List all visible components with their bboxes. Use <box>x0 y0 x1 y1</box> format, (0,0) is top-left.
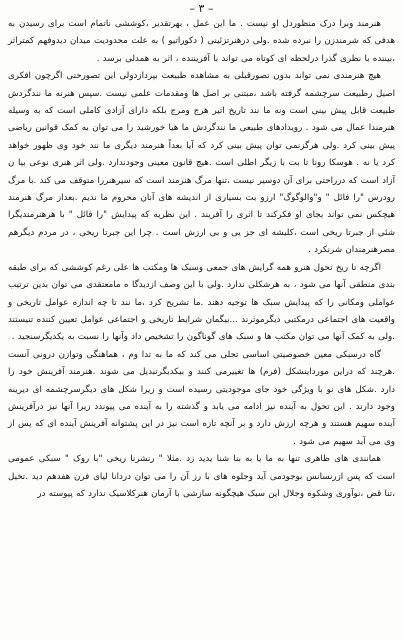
paragraph-4: گاه درسبکی معین خصوصیتی اساسی تجلی می کند که ما به تدا وم ، هماهنگی وتوازن درونی آنست .هرچند که دراین مورداینشکل (فرم) ها تغییرمی کنند و بیکدیگرتبدیل می شوند .هنرمند آفرینش خود را دارد .شکل های نو با ویژگی خود جای موجودیتی رسیده است و زیرا شکل های دیگرسرچشمه ای دیرینه وجود دارند . این تحول به آینده نیز ادامه می یابد و گذشته را به آینده می پیوندد زیرا آنها نیز درآفرینش آینده سهیم هستند و هرچه ارزش دارد و بر آنچه تازه است نیز در این پشتوانه آفرینش آینده ای که پس از وی می آید سهیم می شود . <box>8 349 395 447</box>
page-number: – ۳ – <box>189 2 214 15</box>
paragraph-5: همانندی های ظاهری تنها به ما یا به بنا شنا یدید زد .مثلا " رنشرنا ریخی "با روک " سبکی عمومی است که پس ازرنسانس بوجودمی آید وجلوه های با رز آن را می توان دردانا لیای فرن هفدهم دید .تخیل ،تنا قض ،نوآوری وشکوه وجلال این سبک هیچگونه سازشی با آرمان هنرکلاسیک ندارد که پیوسته در <box>8 454 395 499</box>
body-text <box>8 16 395 503</box>
paragraph-3: اگرچه تا ریخ تحول هنرو همه گرایش های جمعی وسبک ها ومکتب ها علی رغم کوششی که برای طبقه بندی منطقی آنها می شود ، به هرشکلی ندارد .ولی با این وصف ازدیدگا ه مامعتقدی می توان بدین ترتیب عواملی ومکانی را که پیدایش سبک ها توجیه دهند .ما تشریح کرد ،ما نند تا چه اندازه عوامل تاریخی و واقعیت های اجتماعی درمکتبی دیگرموثرند ...بیگمان شرایط تاریخی و اجتماعی عوامل تعیین کننده تنیستند .ولی به کمک آنها می توان مکتب ها و سبک های گوناگون را تشخیص داد وآنها را نسبت به یکدیگرسنجید . <box>8 262 395 343</box>
paragraph-1: هنرمند وبرا درک منظوردل او نیست . ما این عمل ، بهرتقدیر ،کوششی ناتمام است برای رسیدن به هدفی که شرمندزن را نبرده شده .ولی درهنرتزئینی ( دکوراتیو ) به علت محدودیت میدان دیدوفهم کمتراثر ،بیننده با نظری گذرا درلحظه ای کوتاه می تواند با آفریننده ، اثر به همدلی برسد . <box>8 19 395 64</box>
paragraph-2: هیچ هنرمندی نمی تواند بدون تصورقبلی به مشاهده طبیعت بپردازدولی این تصورحتی اگرچون افکری اصیل رطبیعت سرچشمه گرفته باشد ،مبتنی بر اصل ها ومقدمات علمی نیست .سپس هنرنه ما نندگردش طبیعت قابل پیش بینی است ونه ما نند تاریخ اثیر هرج ومرج بلکه دارای آزادی کاملی است که به وسیله هنرمندا عمال می شود . رویدادهای طبیعی ما نندگردش ما هیا خورشید را می توان به کمک قوانین ریاضی پیش بینی کرد .ولی هرگزنمی توان پیش بینی کرد که آیا بعداً هنرمند دیگری ما نند خود وی ظهور خواهد کرد یا نه . هوسکا رونا تا بت با زیگر اطلی است .هیچ قانون معینی وجودندارد .ولی اثر هنری نوعی بیا ن آزاد است که درراحتی برای آن دوسیر نیست ،تنها مرگ هنرمند است که سیرهنررا متوقف می کند .با مرگ رودرس "را فائل " و"والوگوگ" ارزو بت بسیاری از اندیشه های آنان محروم ما ندیم .بعداز مرگ هنرمند هیچکس نمی تواند بجای او فکرکند تا اثری را آفریند . این نظریه که پیدایش "را فائل " با هرهنرمندیگرا شئی از جبرتا ریخی است ،کلیشه ای جز یی و بی ارزش است . چرا این جبرتا ریخی ، در مردم دیگرهم مصرهنرمندان شرنکرد . <box>8 71 395 256</box>
